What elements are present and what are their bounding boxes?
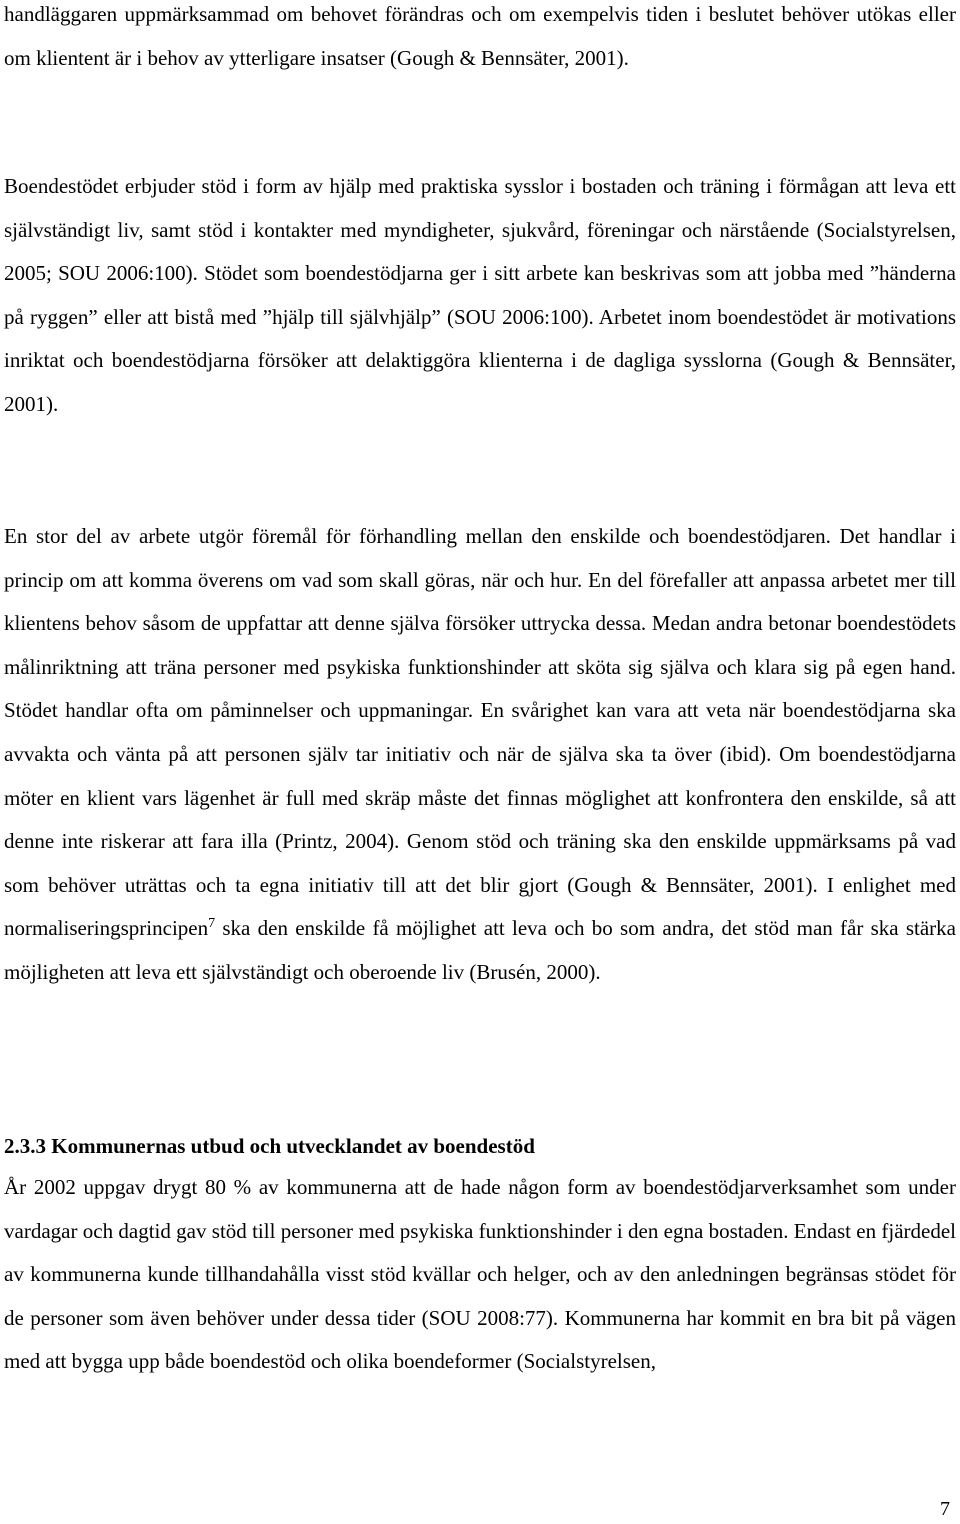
paragraph-boendestod-description: Boendestödet erbjuder stöd i form av hjälp med praktiska sysslor i bostaden och träning i förmågan att leva ett självständigt liv, samt stöd i kontakter med myndigheter, sjukvård, föreningar och närstående (Socialstyrelsen, 2005; SOU 2006:100). Stödet som boendestödjarna ger i sitt arbete kan beskrivas som att jobba med ”händerna på ryggen” eller att bistå med ”hjälp till självhjälp” (SOU 2006:100). Arbetet inom boendestödet är motivations inriktat och boendestödjarna försöker att delaktiggöra klienterna i de dagliga sysslorna (Gough & Bennsäter, 2001). <box>4 174 956 416</box>
paragraph-continuation: handläggaren uppmärksammad om behovet förändras och om exempelvis tiden i beslutet behöver utökas eller om klientent är i behov av ytterligare insatser (Gough & Bennsäter, 2001). <box>4 2 956 70</box>
footnote-marker: 7 <box>208 916 216 932</box>
paragraph-text-after-footnote: ska den enskilde få möjlighet att leva och bo som andra, det stöd man får ska stärka möjligheten att leva ett självständigt och oberoende liv (Brusén, 2000). <box>4 916 956 984</box>
section-heading: 2.3.3 Kommunernas utbud och utvecklandet av boendestöd <box>4 1134 535 1158</box>
page-number: 7 <box>940 1498 950 1520</box>
paragraph-text-before-footnote: En stor del av arbete utgör föremål för förhandling mellan den enskilde och boendestödjaren. Det handlar i princip om att komma överens om vad som skall göras, när och hur. En del förefaller att anpassa arbetet mer till klientens behov såsom de uppfattar att denne själva försöker uttrycka dessa. Medan andra betonar boendestödets målinriktning att träna personer med psykiska funktionshinder att sköta sig själva och klara sig på egen hand. Stödet handlar ofta om påminnelser och uppmaningar. En svårighet kan vara att veta när boendestödjarna ska avvakta och vänta på att personen själv tar initiativ och när de själva ska ta över (ibid). Om boendestödjarna möter en klient vars lägenhet är full med skräp måste det finnas möglighet att konfrontera den enskilde, så att denne inte riskerar att fara illa (Printz, 2004). Genom stöd och träning ska den enskilde uppmärksams på vad som behöver uträttas och ta egna initiativ till att det blir gjort (Gough & Bennsäter, 2001). I enlighet med normaliseringsprincipen <box>4 524 956 941</box>
paragraph-negotiation <box>4 515 956 995</box>
paragraph-kommunernas-utbud: År 2002 uppgav drygt 80 % av kommunerna att de hade någon form av boendestödjarverksamhet som under vardagar och dagtid gav stöd till personer med psykiska funktionshinder i den egna bostaden. Endast en fjärdedel av kommunerna kunde tillhandahålla visst stöd kvällar och helger, och av den anledningen begränsas stödet för de personer som även behöver under dessa tider (SOU 2008:77). Kommunerna har kommit en bra bit på vägen med att bygga upp både boendestöd och olika boendeformer (Socialstyrelsen, <box>4 1175 956 1374</box>
